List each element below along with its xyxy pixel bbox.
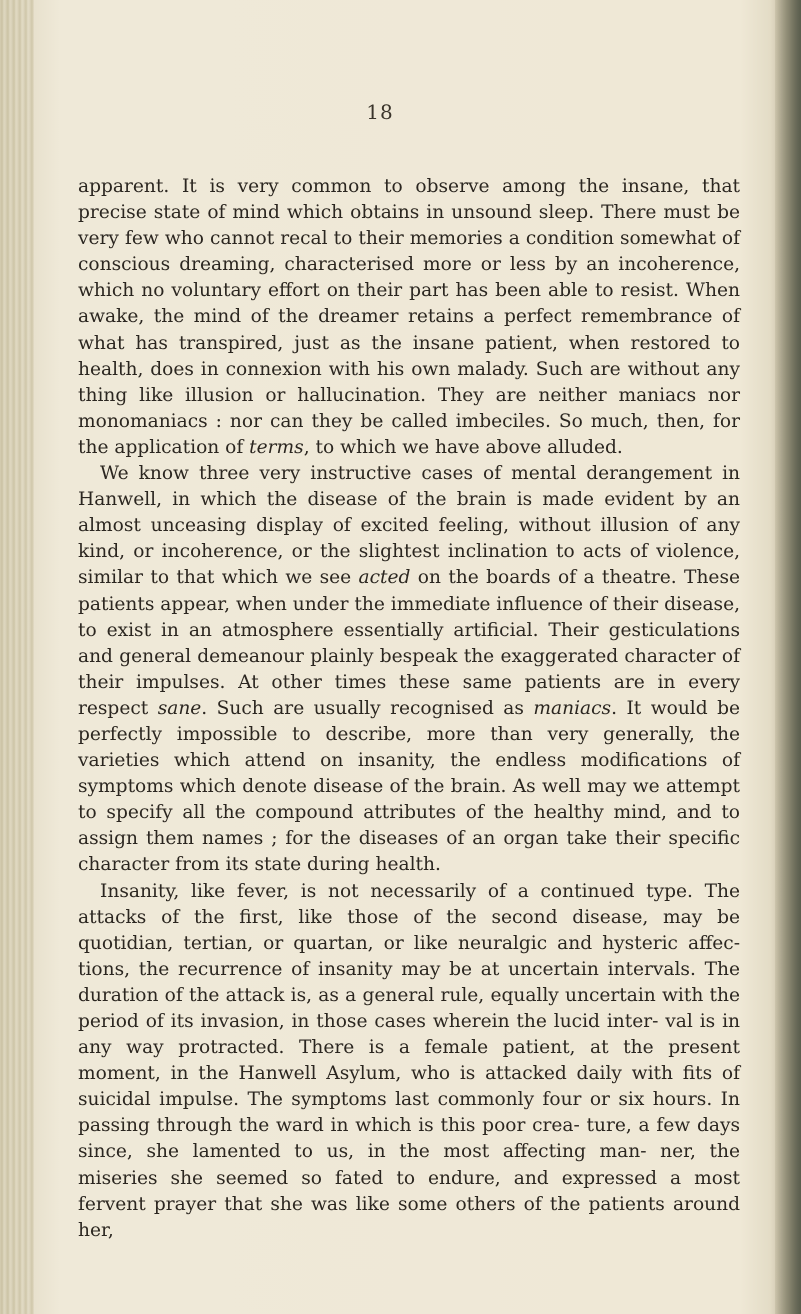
italic-term: acted	[358, 567, 411, 589]
paragraph-2	[78, 461, 740, 879]
page-number: 18	[366, 100, 394, 124]
text-segment: . It would be perfectly impossible to describe, more than very generally, the varieties which attend on insanity, the endless modifications of symptoms which denote disease of the brain. As well may we attempt to specify all the compound attributes of the healthy mind, and to assign them names ; for the diseases of an organ take their specific character from its state during health.	[78, 697, 741, 876]
text-segment: . Such are usually recognised as	[201, 697, 534, 719]
body-text	[78, 174, 740, 1244]
text-segment: Insanity, like fever, is not necessarily of a continued type. The attacks of the first, like those of the second disease, may be quotidian, tertian, or quartan, or like neuralgic and hysteric affec- tions, the recurrence of insanity may be at uncertain intervals. The duration of the attack is, as a general rule, equally uncertain with the period of its invasion, in those cases wherein the lucid inter- val is in any way protracted. There is a female patient, at the present moment, in the Hanwell Asylum, who is attacked daily with fits of suicidal impulse. The symptoms last commonly four or six hours. In passing through the ward in which is this poor crea- ture, a few days since, she lamented to us, in the most affecting man- ner, the miseries she seemed so fated to endure, and expressed a most fervent prayer that she was like some others of the patients around her,	[78, 880, 740, 1241]
italic-term: terms	[249, 436, 304, 458]
paragraph-3	[78, 879, 740, 1244]
paragraph-1	[78, 174, 740, 461]
page-binding-edge	[0, 0, 34, 1314]
text-segment: , to which we have above alluded.	[303, 436, 623, 458]
italic-term: sane	[157, 697, 202, 719]
text-segment: apparent. It is very common to observe among the insane, that precise state of mind which obtains in unsound sleep. There must be very few who cannot recal to their memories a condition somewhat of conscious dreaming, characterised more or less by an incoherence, which no voluntary effort on their part has been able to resist. When awake, the mind of the dreamer retains a perfect remembrance of what has transpired, just as the insane patient, when restored to health, does in connexion with his own malady. Such are without any thing like illusion or hallucination. They are neither maniacs nor monomaniacs : nor can they be called imbeciles. So much, then, for the application of	[78, 176, 740, 458]
italic-term: maniacs	[533, 697, 612, 719]
text-segment: We know three very instructive cases of mental derangement in Hanwell, in which the disease of the brain is made evident by an almost unceasing display of excited feeling, without illusion of any kind, or incoherence, or the slightest inclination to acts of violence, similar to that which we see	[78, 463, 740, 589]
text-segment: on the boards of a theatre. These patients appear, when under the immediate influence of their disease, to exist in an atmosphere essentially artificial. Their gesticulations and general demeanour plainly bespeak the exaggerated character of their impulses. At other times these same patients are in every respect	[78, 567, 741, 719]
page-outer-edge	[775, 0, 801, 1314]
